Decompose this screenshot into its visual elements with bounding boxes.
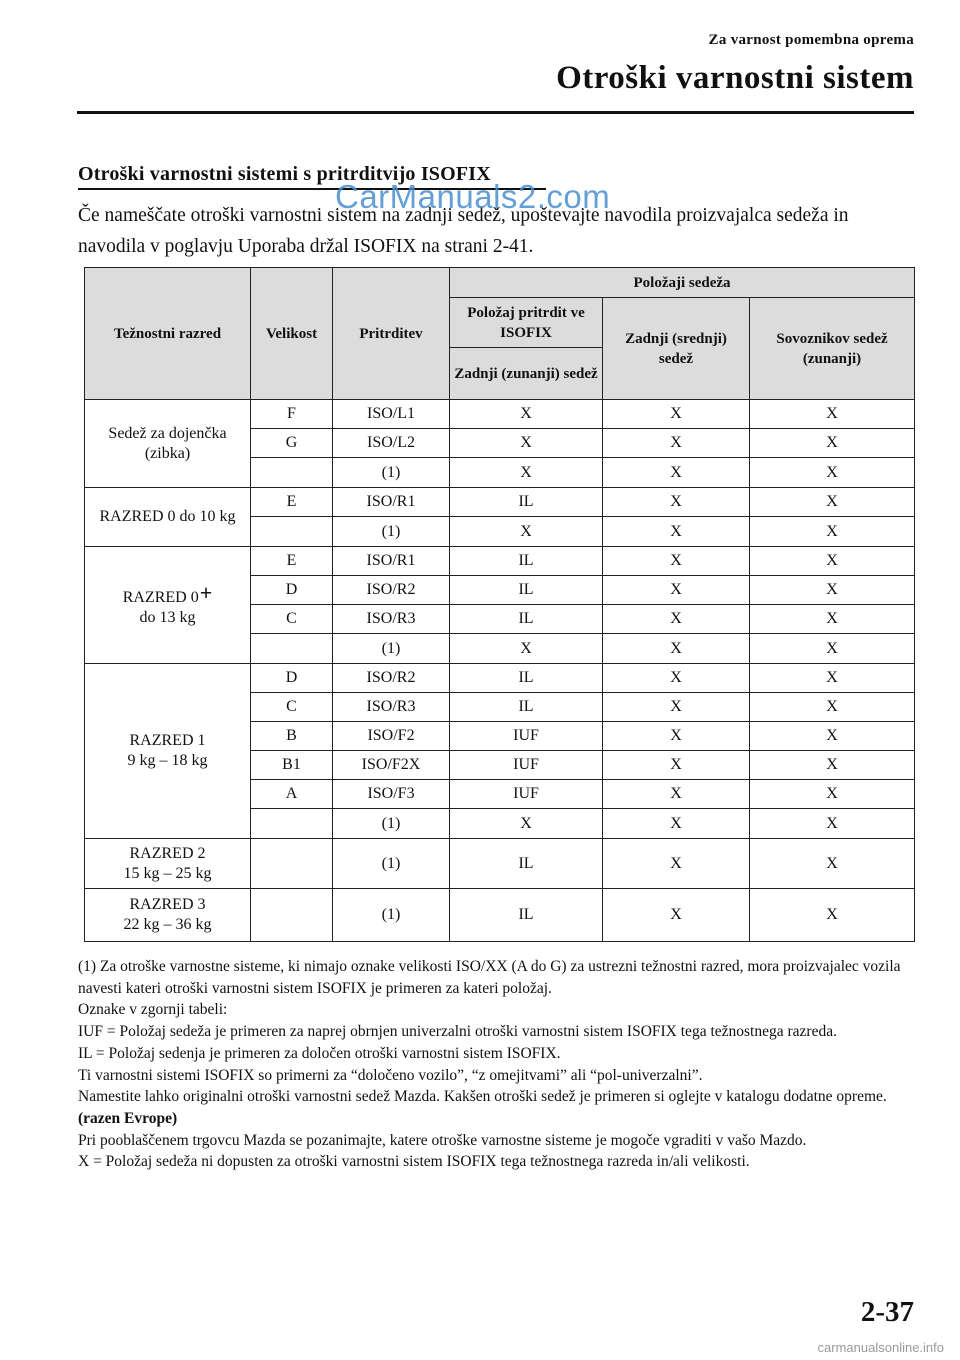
passenger-cell: X: [750, 488, 915, 517]
passenger-cell: X: [750, 780, 915, 809]
group-0plus-label: RAZRED 0: [122, 588, 199, 606]
fixture-cell: ISO/R1: [333, 488, 450, 517]
note-il: IL = Položaj sedenja je primeren za določen otroški varnostni sistem ISOFIX.: [78, 1044, 561, 1062]
page-heading: Otroški varnostni sistem: [556, 60, 914, 96]
rear-outer-cell: X: [450, 809, 603, 839]
rear-center-cell: X: [603, 693, 750, 722]
rear-center-cell: X: [603, 634, 750, 664]
group-cell-bassinet: Sedež za dojenčka (zibka): [85, 400, 251, 488]
table-row: [85, 400, 915, 429]
fixture-cell: (1): [333, 517, 450, 547]
rear-outer-cell: IL: [450, 839, 603, 889]
rear-outer-cell: IL: [450, 664, 603, 693]
passenger-cell: X: [750, 839, 915, 889]
rear-center-cell: X: [603, 809, 750, 839]
size-cell: E: [251, 488, 333, 517]
fixture-cell: (1): [333, 809, 450, 839]
rear-center-cell: X: [603, 547, 750, 576]
rear-center-cell: X: [603, 889, 750, 942]
fixture-cell: ISO/L1: [333, 400, 450, 429]
fixture-cell: ISO/R2: [333, 664, 450, 693]
rear-outer-cell: X: [450, 458, 603, 488]
size-cell: C: [251, 693, 333, 722]
passenger-cell: X: [750, 547, 915, 576]
rear-outer-cell: X: [450, 400, 603, 429]
passenger-cell: X: [750, 576, 915, 605]
group-cell-0: RAZRED 0 do 10 kg: [85, 488, 251, 547]
size-cell: B: [251, 722, 333, 751]
header-passenger: Sovoznikov sedež (zunanji): [750, 298, 915, 400]
intro-paragraph: Če nameščate otroški varnostni sistem na zadnji sedež, upoštevajte navodila proizvajalca sedeža in navodila v poglavju Uporaba držal ISOFIX na strani 2-41.: [78, 205, 849, 257]
note-legend-title: Oznake v zgornji tabeli:: [78, 1001, 228, 1019]
rear-outer-cell: IL: [450, 889, 603, 942]
header-size: Velikost: [251, 268, 333, 400]
note-vehicle-specific: Ti varnostni sistemi ISOFIX so primerni za “določeno vozilo”, “z omejitvami” ali “pol-univerzalni”.: [78, 1066, 703, 1084]
rear-outer-cell: IUF: [450, 780, 603, 809]
table-row: [85, 488, 915, 517]
rear-center-cell: X: [603, 664, 750, 693]
note-footnote: (1) Za otroške varnostne sisteme, ki nimajo oznake velikosti ISO/XX (A do G) za ustrezni težnostni razred, mora proizvajalec vozila navesti kateri otroški varnostni sistem ISOFIX je primeren za kateri položaj.: [78, 958, 901, 997]
size-cell: E: [251, 547, 333, 576]
table-row: [85, 839, 915, 889]
rear-outer-cell: IL: [450, 576, 603, 605]
fixture-cell: (1): [333, 889, 450, 942]
page-number: 2-37: [860, 1296, 914, 1328]
rear-outer-cell: X: [450, 517, 603, 547]
note-except-europe: (razen Evrope): [78, 1109, 178, 1127]
isofix-table: [84, 267, 915, 942]
size-cell: [251, 889, 333, 942]
size-cell: D: [251, 576, 333, 605]
fixture-cell: ISO/F3: [333, 780, 450, 809]
note-mazda-seat: Namestite lahko originalni otroški varnostni sedež Mazda. Kakšen otroški sedež je primeren si oglejte v katalogu dodatne opreme.: [78, 1088, 887, 1106]
passenger-cell: X: [750, 751, 915, 780]
size-cell: A: [251, 780, 333, 809]
size-cell: D: [251, 664, 333, 693]
passenger-cell: X: [750, 517, 915, 547]
rear-outer-cell: IL: [450, 693, 603, 722]
rear-center-cell: X: [603, 605, 750, 634]
rear-center-cell: X: [603, 722, 750, 751]
group-cell-2: RAZRED 2 15 kg – 25 kg: [85, 839, 251, 889]
note-dealer: Pri pooblaščenem trgovcu Mazda se pozanimajte, katere otroške varnostne sisteme je mogoče vgraditi v vašo Mazdo.: [78, 1131, 807, 1149]
fixture-cell: ISO/R3: [333, 605, 450, 634]
group-cell-0plus: [85, 547, 251, 664]
size-cell: [251, 458, 333, 488]
rear-center-cell: X: [603, 517, 750, 547]
rear-center-cell: X: [603, 429, 750, 458]
rear-outer-cell: IUF: [450, 751, 603, 780]
note-x: X = Položaj sedeža ni dopusten za otroški varnostni sistem ISOFIX tega težnostnega razreda in/ali velikosti.: [78, 1153, 750, 1171]
fixture-cell: (1): [333, 839, 450, 889]
fixture-cell: ISO/L2: [333, 429, 450, 458]
group-cell-3: RAZRED 3 22 kg – 36 kg: [85, 889, 251, 942]
rear-outer-cell: IL: [450, 547, 603, 576]
size-cell: [251, 634, 333, 664]
notes-block: [78, 956, 918, 1173]
header-rule: [77, 111, 914, 114]
table-row: [85, 547, 915, 576]
header-rear-center: Zadnji (srednji) sedež: [603, 298, 750, 400]
rear-outer-cell: IL: [450, 605, 603, 634]
header-weight-class: Težnostni razred: [85, 268, 251, 400]
rear-center-cell: X: [603, 576, 750, 605]
rear-center-cell: X: [603, 488, 750, 517]
rear-center-cell: X: [603, 458, 750, 488]
fixture-cell: ISO/R2: [333, 576, 450, 605]
passenger-cell: X: [750, 664, 915, 693]
passenger-cell: X: [750, 429, 915, 458]
size-cell: G: [251, 429, 333, 458]
passenger-cell: X: [750, 889, 915, 942]
header-seat-positions: Položaji sedeža: [450, 268, 915, 298]
footer-watermark: carmanualsonline.info: [817, 1340, 944, 1355]
rear-outer-cell: X: [450, 634, 603, 664]
passenger-cell: X: [750, 605, 915, 634]
table-header-row: [85, 268, 915, 298]
note-iuf: IUF = Položaj sedeža je primeren za naprej obrnjen univerzalni otroški varnostni sistem ISOFIX tega težnostnega razreda.: [78, 1023, 837, 1041]
passenger-cell: X: [750, 693, 915, 722]
table-row: [85, 664, 915, 693]
table-row: [85, 889, 915, 942]
passenger-cell: X: [750, 400, 915, 429]
passenger-cell: X: [750, 722, 915, 751]
size-cell: B1: [251, 751, 333, 780]
fixture-cell: ISO/R1: [333, 547, 450, 576]
fixture-cell: (1): [333, 458, 450, 488]
plus-icon: +: [199, 579, 213, 605]
group-0plus-weight: do 13 kg: [139, 608, 196, 626]
rear-center-cell: X: [603, 839, 750, 889]
rear-center-cell: X: [603, 400, 750, 429]
header-fixture: Pritrditev: [333, 268, 450, 400]
size-cell: [251, 517, 333, 547]
rear-outer-cell: X: [450, 429, 603, 458]
size-cell: C: [251, 605, 333, 634]
fixture-cell: ISO/R3: [333, 693, 450, 722]
fixture-cell: (1): [333, 634, 450, 664]
watermark-text: CarManuals2.com: [335, 178, 611, 215]
section-title: Otroški varnostni sistemi s pritrditvijo ISOFIX: [78, 163, 491, 185]
passenger-cell: X: [750, 809, 915, 839]
fixture-cell: ISO/F2: [333, 722, 450, 751]
size-cell: F: [251, 400, 333, 429]
size-cell: [251, 839, 333, 889]
passenger-cell: X: [750, 458, 915, 488]
rear-center-cell: X: [603, 780, 750, 809]
group-cell-1: RAZRED 1 9 kg – 18 kg: [85, 664, 251, 839]
rear-outer-cell: IL: [450, 488, 603, 517]
fixture-cell: ISO/F2X: [333, 751, 450, 780]
rear-center-cell: X: [603, 751, 750, 780]
passenger-cell: X: [750, 634, 915, 664]
header-isofix-position: Položaj pritrdit ve ISOFIX: [450, 298, 603, 348]
header-rear-outer: Zadnji (zunanji) sedež: [450, 348, 603, 400]
chapter-header: Za varnost pomembna oprema: [708, 32, 914, 48]
size-cell: [251, 809, 333, 839]
rear-outer-cell: IUF: [450, 722, 603, 751]
